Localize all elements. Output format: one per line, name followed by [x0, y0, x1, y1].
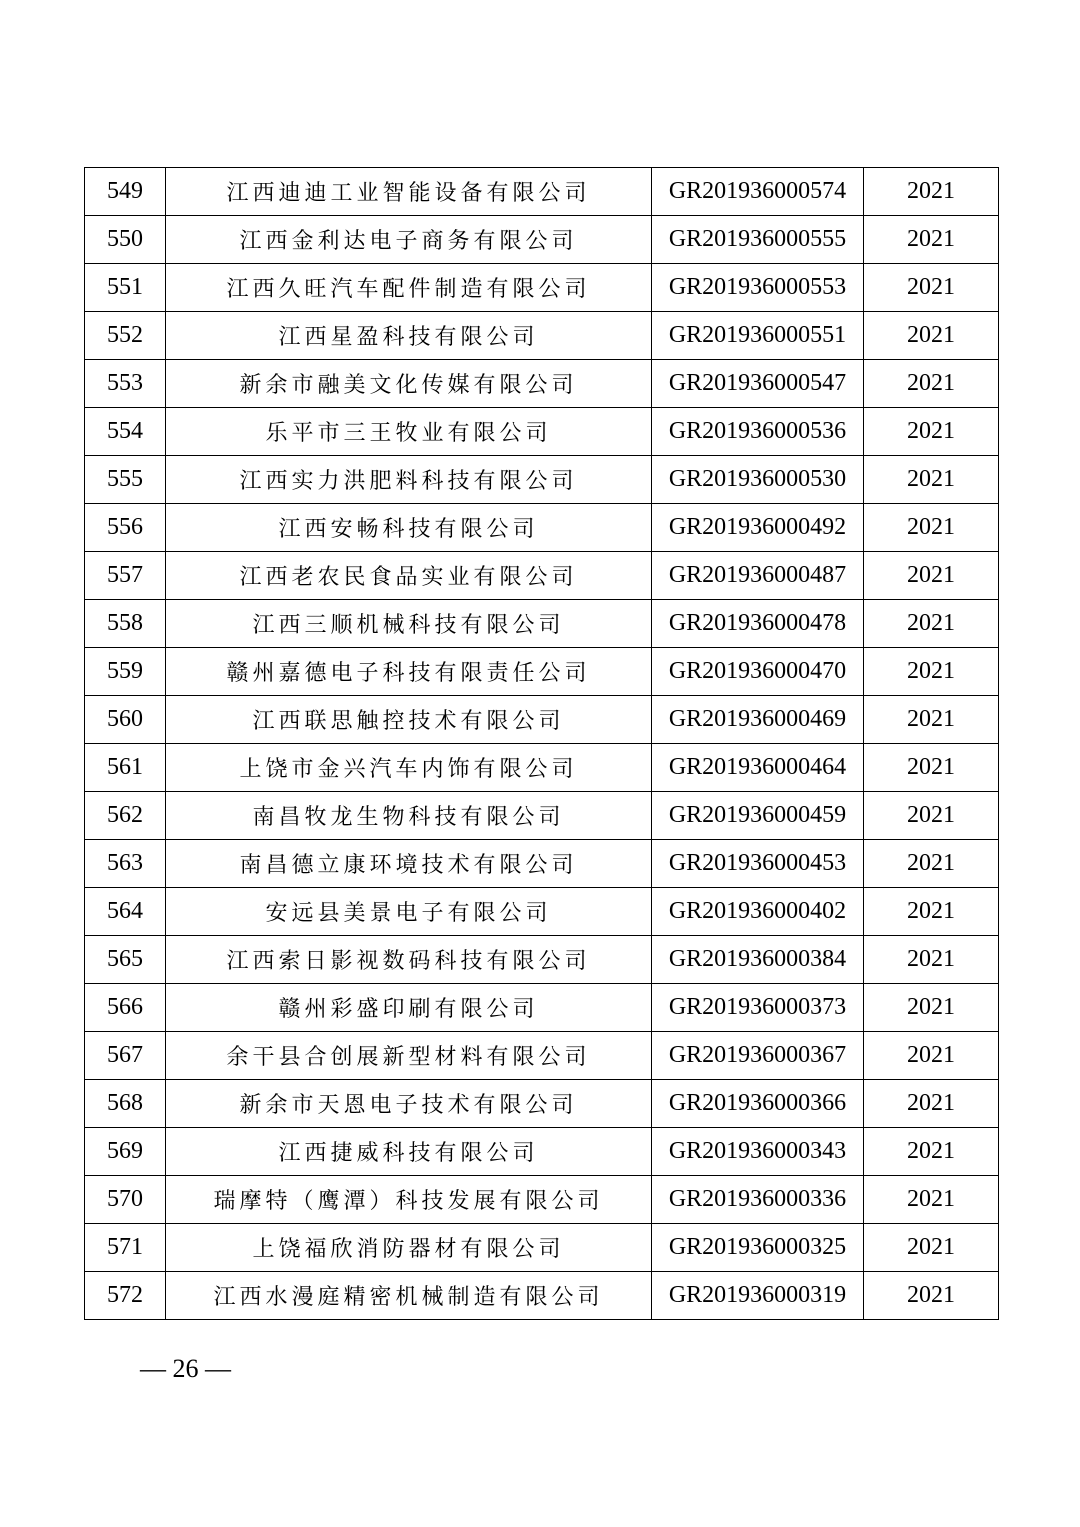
row-number-cell: 569: [85, 1128, 166, 1176]
company-name-cell: 新余市融美文化传媒有限公司: [166, 360, 652, 408]
year-cell: 2021: [864, 504, 999, 552]
row-number-cell: 557: [85, 552, 166, 600]
certificate-code-cell: GR201936000367: [652, 1032, 864, 1080]
certificate-code-cell: GR201936000366: [652, 1080, 864, 1128]
certificate-code-cell: GR201936000469: [652, 696, 864, 744]
year-cell: 2021: [864, 408, 999, 456]
table-row: [85, 792, 999, 840]
year-cell: 2021: [864, 888, 999, 936]
table-row: [85, 168, 999, 216]
row-number-cell: 556: [85, 504, 166, 552]
row-number-cell: 549: [85, 168, 166, 216]
company-name-cell: 江西久旺汽车配件制造有限公司: [166, 264, 652, 312]
row-number-cell: 560: [85, 696, 166, 744]
company-name-cell: 江西索日影视数码科技有限公司: [166, 936, 652, 984]
row-number-cell: 563: [85, 840, 166, 888]
table-row: [85, 1080, 999, 1128]
company-table-container: [84, 167, 996, 1320]
year-cell: 2021: [864, 360, 999, 408]
year-cell: 2021: [864, 792, 999, 840]
table-row: [85, 888, 999, 936]
table-row: [85, 504, 999, 552]
certificate-code-cell: GR201936000547: [652, 360, 864, 408]
row-number-cell: 550: [85, 216, 166, 264]
year-cell: 2021: [864, 840, 999, 888]
certificate-code-cell: GR201936000555: [652, 216, 864, 264]
year-cell: 2021: [864, 936, 999, 984]
year-cell: 2021: [864, 1272, 999, 1320]
company-name-cell: 余干县合创展新型材料有限公司: [166, 1032, 652, 1080]
certificate-code-cell: GR201936000325: [652, 1224, 864, 1272]
table-row: [85, 264, 999, 312]
table-row: [85, 1032, 999, 1080]
certificate-code-cell: GR201936000464: [652, 744, 864, 792]
row-number-cell: 552: [85, 312, 166, 360]
year-cell: 2021: [864, 1080, 999, 1128]
year-cell: 2021: [864, 552, 999, 600]
year-cell: 2021: [864, 456, 999, 504]
year-cell: 2021: [864, 744, 999, 792]
certificate-code-cell: GR201936000336: [652, 1176, 864, 1224]
year-cell: 2021: [864, 1224, 999, 1272]
row-number-cell: 570: [85, 1176, 166, 1224]
company-name-cell: 安远县美景电子有限公司: [166, 888, 652, 936]
row-number-cell: 554: [85, 408, 166, 456]
row-number-cell: 567: [85, 1032, 166, 1080]
row-number-cell: 555: [85, 456, 166, 504]
company-name-cell: 乐平市三王牧业有限公司: [166, 408, 652, 456]
company-table: [84, 167, 999, 1320]
row-number-cell: 564: [85, 888, 166, 936]
table-row: [85, 744, 999, 792]
company-name-cell: 江西水漫庭精密机械制造有限公司: [166, 1272, 652, 1320]
company-name-cell: 江西联思触控技术有限公司: [166, 696, 652, 744]
company-name-cell: 上饶市金兴汽车内饰有限公司: [166, 744, 652, 792]
certificate-code-cell: GR201936000478: [652, 600, 864, 648]
certificate-code-cell: GR201936000536: [652, 408, 864, 456]
year-cell: 2021: [864, 1128, 999, 1176]
company-table-body: [85, 168, 999, 1320]
company-name-cell: 江西迪迪工业智能设备有限公司: [166, 168, 652, 216]
year-cell: 2021: [864, 600, 999, 648]
certificate-code-cell: GR201936000551: [652, 312, 864, 360]
year-cell: 2021: [864, 264, 999, 312]
certificate-code-cell: GR201936000487: [652, 552, 864, 600]
row-number-cell: 571: [85, 1224, 166, 1272]
company-name-cell: 江西金利达电子商务有限公司: [166, 216, 652, 264]
table-row: [85, 936, 999, 984]
row-number-cell: 561: [85, 744, 166, 792]
row-number-cell: 558: [85, 600, 166, 648]
year-cell: 2021: [864, 216, 999, 264]
table-row: [85, 312, 999, 360]
page-number: — 26 —: [140, 1354, 231, 1383]
year-cell: 2021: [864, 1032, 999, 1080]
certificate-code-cell: GR201936000553: [652, 264, 864, 312]
certificate-code-cell: GR201936000402: [652, 888, 864, 936]
company-name-cell: 江西星盈科技有限公司: [166, 312, 652, 360]
table-row: [85, 216, 999, 264]
table-row: [85, 1128, 999, 1176]
company-name-cell: 赣州彩盛印刷有限公司: [166, 984, 652, 1032]
certificate-code-cell: GR201936000384: [652, 936, 864, 984]
row-number-cell: 565: [85, 936, 166, 984]
row-number-cell: 562: [85, 792, 166, 840]
certificate-code-cell: GR201936000530: [652, 456, 864, 504]
company-name-cell: 江西安畅科技有限公司: [166, 504, 652, 552]
company-name-cell: 赣州嘉德电子科技有限责任公司: [166, 648, 652, 696]
company-name-cell: 瑞摩特（鹰潭）科技发展有限公司: [166, 1176, 652, 1224]
year-cell: 2021: [864, 648, 999, 696]
certificate-code-cell: GR201936000343: [652, 1128, 864, 1176]
row-number-cell: 572: [85, 1272, 166, 1320]
year-cell: 2021: [864, 984, 999, 1032]
company-name-cell: 江西三顺机械科技有限公司: [166, 600, 652, 648]
company-name-cell: 南昌牧龙生物科技有限公司: [166, 792, 652, 840]
certificate-code-cell: GR201936000453: [652, 840, 864, 888]
year-cell: 2021: [864, 696, 999, 744]
table-row: [85, 552, 999, 600]
year-cell: 2021: [864, 1176, 999, 1224]
table-row: [85, 1224, 999, 1272]
row-number-cell: 559: [85, 648, 166, 696]
year-cell: 2021: [864, 168, 999, 216]
table-row: [85, 984, 999, 1032]
table-row: [85, 648, 999, 696]
row-number-cell: 553: [85, 360, 166, 408]
table-row: [85, 1272, 999, 1320]
table-row: [85, 840, 999, 888]
row-number-cell: 551: [85, 264, 166, 312]
company-name-cell: 南昌德立康环境技术有限公司: [166, 840, 652, 888]
table-row: [85, 600, 999, 648]
table-row: [85, 696, 999, 744]
row-number-cell: 568: [85, 1080, 166, 1128]
company-name-cell: 江西老农民食品实业有限公司: [166, 552, 652, 600]
company-name-cell: 新余市天恩电子技术有限公司: [166, 1080, 652, 1128]
table-row: [85, 408, 999, 456]
year-cell: 2021: [864, 312, 999, 360]
certificate-code-cell: GR201936000574: [652, 168, 864, 216]
company-name-cell: 江西捷威科技有限公司: [166, 1128, 652, 1176]
table-row: [85, 1176, 999, 1224]
company-name-cell: 上饶福欣消防器材有限公司: [166, 1224, 652, 1272]
table-row: [85, 360, 999, 408]
certificate-code-cell: GR201936000492: [652, 504, 864, 552]
certificate-code-cell: GR201936000470: [652, 648, 864, 696]
table-row: [85, 456, 999, 504]
row-number-cell: 566: [85, 984, 166, 1032]
certificate-code-cell: GR201936000319: [652, 1272, 864, 1320]
company-name-cell: 江西实力洪肥料科技有限公司: [166, 456, 652, 504]
certificate-code-cell: GR201936000373: [652, 984, 864, 1032]
certificate-code-cell: GR201936000459: [652, 792, 864, 840]
